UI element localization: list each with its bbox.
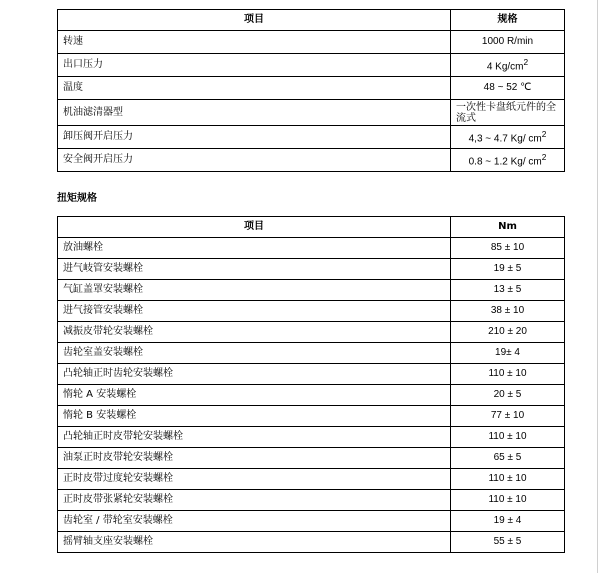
table-row bbox=[58, 511, 565, 532]
row-item: 气缸盖罩安装螺栓 bbox=[58, 280, 451, 301]
table-row bbox=[58, 364, 565, 385]
row-value: 65 ± 5 bbox=[451, 448, 565, 469]
row-value: 77 ± 10 bbox=[451, 406, 565, 427]
row-value: 110 ± 10 bbox=[451, 364, 565, 385]
column-header-nm: Nm bbox=[451, 217, 565, 238]
table-row bbox=[58, 343, 565, 364]
table-row bbox=[58, 448, 565, 469]
row-value: 1000 R/min bbox=[451, 31, 565, 54]
row-item: 卸压阀开启压力 bbox=[58, 126, 451, 149]
row-item: 转速 bbox=[58, 31, 451, 54]
page-edge-line bbox=[597, 0, 598, 573]
table-row bbox=[58, 149, 565, 172]
row-item: 安全阀开启压力 bbox=[58, 149, 451, 172]
table-row bbox=[58, 259, 565, 280]
table-row bbox=[58, 280, 565, 301]
table-row bbox=[58, 77, 565, 100]
row-value: 48 ~ 52 ℃ bbox=[451, 77, 565, 100]
table-row bbox=[58, 126, 565, 149]
row-value bbox=[451, 149, 565, 172]
row-value: 110 ± 10 bbox=[451, 469, 565, 490]
table-row bbox=[58, 31, 565, 54]
row-value: 110 ± 10 bbox=[451, 427, 565, 448]
row-item: 惰轮 A 安装螺栓 bbox=[58, 385, 451, 406]
section-title: 扭矩规格 bbox=[57, 193, 97, 204]
row-item: 齿轮室盖安装螺栓 bbox=[58, 343, 451, 364]
row-value: 55 ± 5 bbox=[451, 532, 565, 553]
table-row bbox=[58, 490, 565, 511]
value-text: 4 Kg/cm bbox=[486, 61, 524, 73]
table-row bbox=[58, 238, 565, 259]
row-value: 20 ± 5 bbox=[451, 385, 565, 406]
table-row bbox=[58, 301, 565, 322]
row-item: 正时皮带张紧轮安装螺栓 bbox=[58, 490, 451, 511]
row-item: 凸轮轴正时皮带轮安装螺栓 bbox=[58, 427, 451, 448]
row-value: 19± 4 bbox=[451, 343, 565, 364]
row-item: 减振皮带轮安装螺栓 bbox=[58, 322, 451, 343]
table-header-row bbox=[58, 10, 565, 31]
column-header-item: 项目 bbox=[58, 10, 451, 31]
superscript: 2 bbox=[523, 57, 529, 68]
torque-table bbox=[57, 216, 565, 553]
spec-table bbox=[57, 9, 565, 172]
value-text: 4,3 ~ 4.7 Kg/ cm bbox=[468, 133, 542, 145]
row-item: 温度 bbox=[58, 77, 451, 100]
row-item: 齿轮室 / 带轮室安装螺栓 bbox=[58, 511, 451, 532]
row-value: 110 ± 10 bbox=[451, 490, 565, 511]
row-item: 放油螺栓 bbox=[58, 238, 451, 259]
column-header-spec: 规格 bbox=[451, 10, 565, 31]
value-text: 0.8 ~ 1.2 Kg/ cm bbox=[468, 156, 542, 168]
row-value: 19 ± 4 bbox=[451, 511, 565, 532]
table-row bbox=[58, 406, 565, 427]
table-row bbox=[58, 100, 565, 126]
table-row bbox=[58, 385, 565, 406]
row-item: 进气接管安装螺栓 bbox=[58, 301, 451, 322]
row-value: 85 ± 10 bbox=[451, 238, 565, 259]
row-value: 19 ± 5 bbox=[451, 259, 565, 280]
torque-table-body bbox=[58, 238, 565, 553]
row-item: 凸轮轴正时齿轮安装螺栓 bbox=[58, 364, 451, 385]
row-value: 38 ± 10 bbox=[451, 301, 565, 322]
table-header-row bbox=[58, 217, 565, 238]
row-item: 惰轮 B 安装螺栓 bbox=[58, 406, 451, 427]
row-item: 机油滤清器型 bbox=[58, 100, 451, 126]
row-value bbox=[451, 54, 565, 77]
row-item: 出口压力 bbox=[58, 54, 451, 77]
row-item: 进气岐管安装螺栓 bbox=[58, 259, 451, 280]
row-item: 油泵正时皮带轮安装螺栓 bbox=[58, 448, 451, 469]
row-value: 13 ± 5 bbox=[451, 280, 565, 301]
table-row bbox=[58, 427, 565, 448]
row-item: 正时皮带过度轮安装螺栓 bbox=[58, 469, 451, 490]
table-row bbox=[58, 322, 565, 343]
table-row bbox=[58, 54, 565, 77]
row-value: 210 ± 20 bbox=[451, 322, 565, 343]
row-value bbox=[451, 126, 565, 149]
table-row bbox=[58, 532, 565, 553]
column-header-item: 项目 bbox=[58, 217, 451, 238]
row-item: 摇臂轴支座安装螺栓 bbox=[58, 532, 451, 553]
row-value: 一次性卡盘纸元件的全流式 bbox=[451, 100, 565, 126]
superscript: 2 bbox=[541, 129, 547, 140]
superscript: 2 bbox=[541, 152, 547, 163]
table-row bbox=[58, 469, 565, 490]
